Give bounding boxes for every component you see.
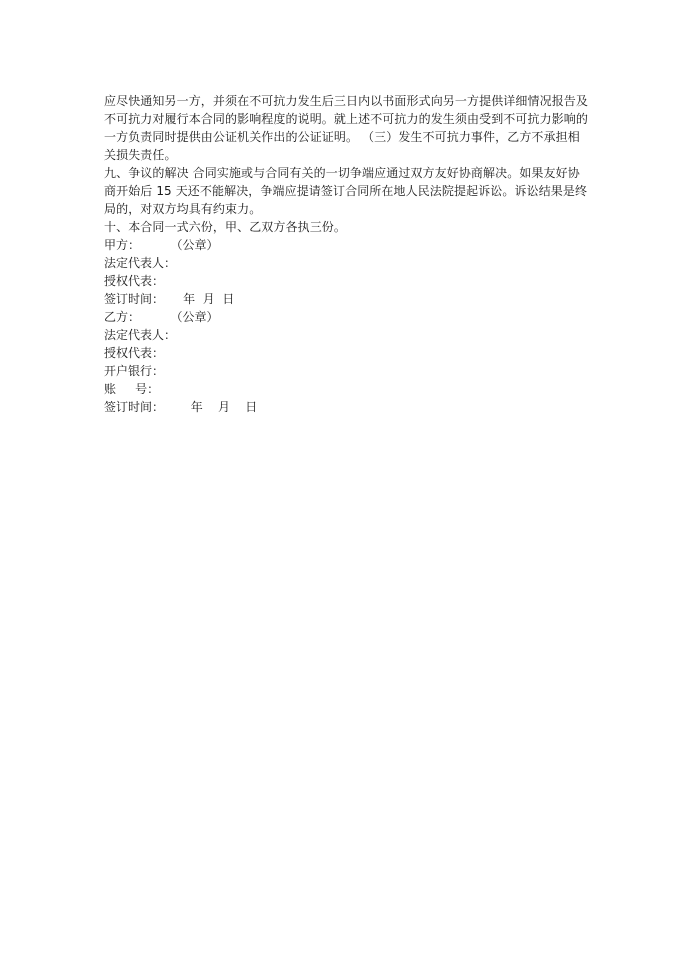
party-b-line: 乙方： （公章） <box>104 310 219 324</box>
party-b-bank: 开户银行： <box>104 364 165 378</box>
party-b-legal-rep: 法定代表人： <box>104 328 177 342</box>
party-a-authorized-rep: 授权代表： <box>104 274 165 288</box>
party-b-sign-date: 签订时间： 年 月 日 <box>104 400 258 414</box>
party-a-legal-rep: 法定代表人： <box>104 256 177 270</box>
party-a-sign-date: 签订时间： 年 月 日 <box>104 292 235 306</box>
copies-paragraph: 十、本合同一式六份，甲、乙双方各执三份。 <box>104 220 347 234</box>
party-b-authorized-rep: 授权代表： <box>104 346 165 360</box>
document-body <box>104 92 589 416</box>
force-majeure-paragraph: 应尽快通知另一方，并须在不可抗力发生后三日内以书面形式向另一方提供详细情况报告及不可抗力对履行本合同的影响程度的说明。就上述不可抗力的发生须由受到不可抗力影响的一方负责同时提供由公证机关作出的公证证明。 （三）发生不可抗力事件，乙方不承担相关损失责任。 <box>104 94 589 162</box>
party-a-signature-block <box>104 236 589 308</box>
dispute-resolution-paragraph: 九、争议的解决 合同实施或与合同有关的一切争端应通过双方友好协商解决。如果友好协商开始后 15 天还不能解决，争端应提请签订合同所在地人民法院提起诉讼。诉讼结果是终局的，对双方均具有约束力。 <box>104 166 588 216</box>
party-a-line: 甲方： （公章） <box>104 238 219 252</box>
party-b-signature-block <box>104 308 589 416</box>
party-b-account: 账 号： <box>104 382 160 396</box>
